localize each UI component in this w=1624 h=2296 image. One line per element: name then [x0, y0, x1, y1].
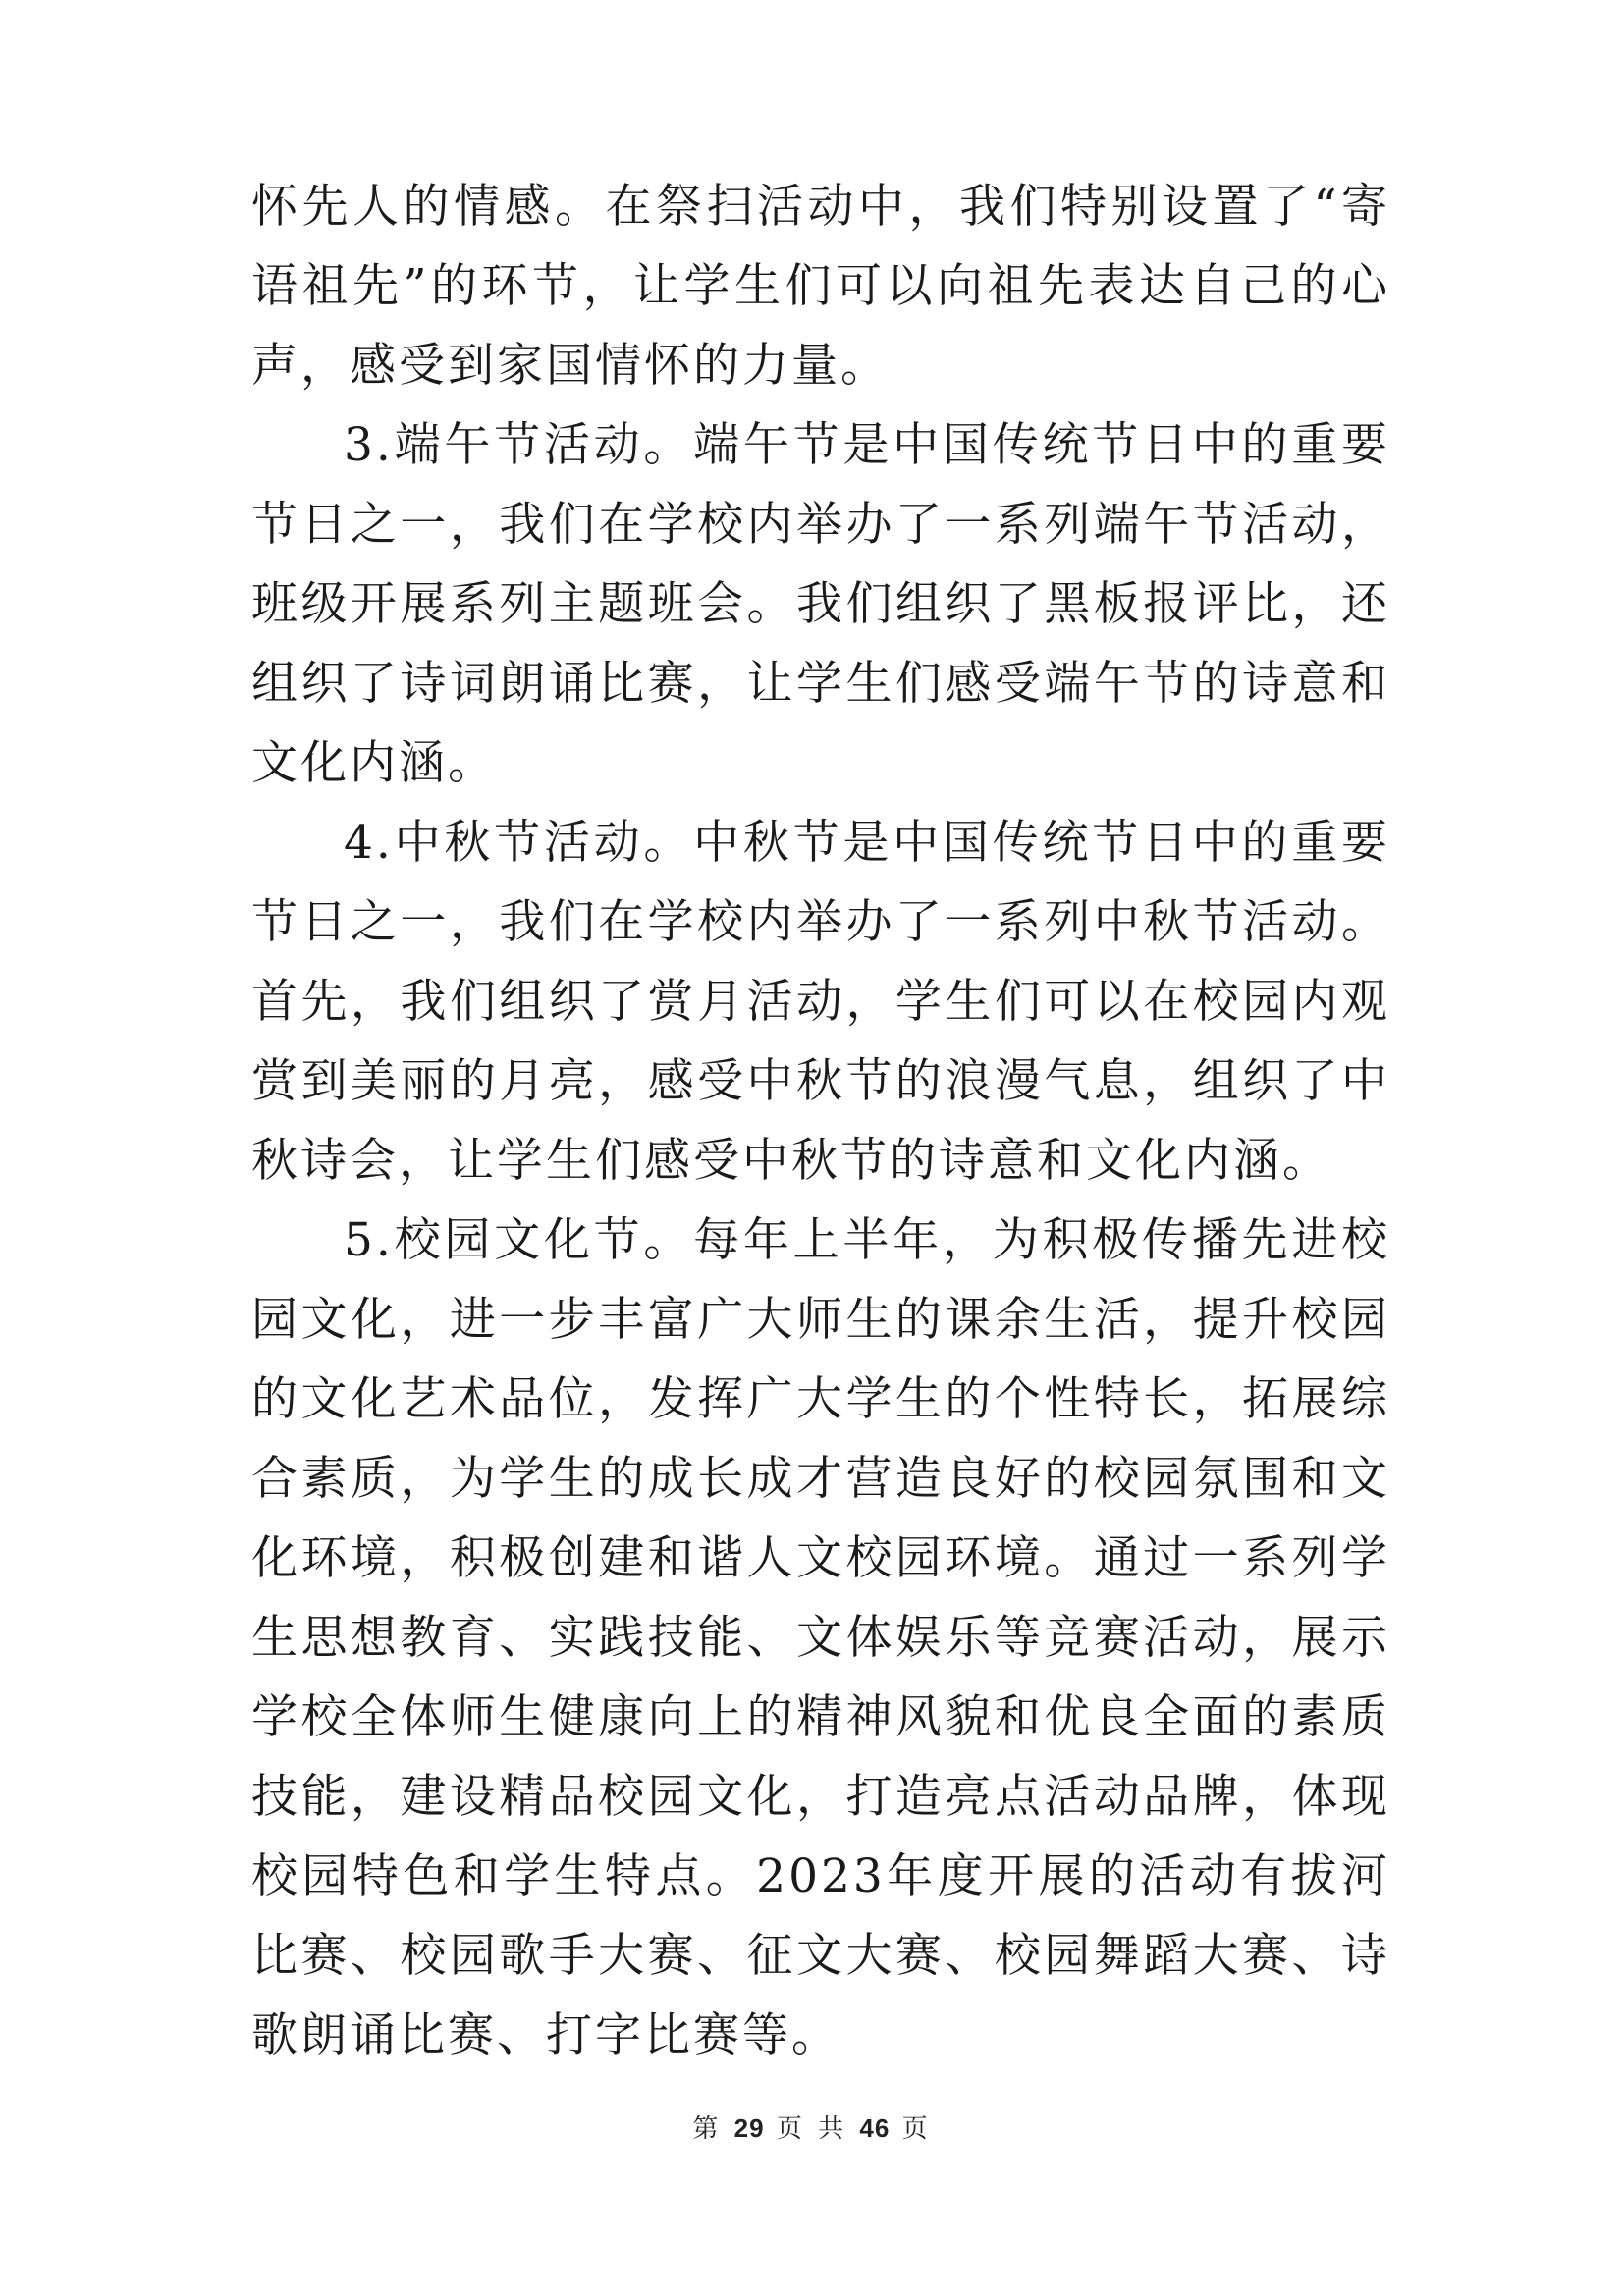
paragraph-1: 怀先人的情感。在祭扫活动中，我们特别设置了“寄语祖先”的环节，让学生们可以向祖先表达自己的心声，感受到家国情怀的力量。 [251, 180, 1390, 393]
document-body [251, 167, 1390, 2075]
footer-prefix: 第 [692, 2114, 723, 2144]
paragraph-2: 3.端午节活动。端午节是中国传统节日中的重要节日之一，我们在学校内举办了一系列端午节活动，班级开展系列主题班会。我们组织了黑板报评比，还组织了诗词朗诵比赛，让学生们感受端午节的诗意和文化内涵。 [251, 418, 1390, 790]
paragraph-3: 4.中秋节活动。中秋节是中国传统节日中的重要节日之一，我们在学校内举办了一系列中秋节活动。首先，我们组织了赏月活动，学生们可以在校园内观赏到美丽的月亮，感受中秋节的浪漫气息，组织了中秋诗会，让学生们感受中秋节的诗意和文化内涵。 [251, 816, 1390, 1188]
footer-middle: 页 共 [776, 2114, 848, 2144]
page-footer [0, 2109, 1624, 2145]
paragraph-4: 5.校园文化节。每年上半年，为积极传播先进校园文化，进一步丰富广大师生的课余生活，提升校园的文化艺术品位，发挥广大学生的个性特长，拓展综合素质，为学生的成长成才营造良好的校园氛围和文化环境，积极创建和谐人文校园环境。通过一系列学生思想教育、实践技能、文体娱乐等竞赛活动，展示学校全体师生健康向上的精神风貌和优良全面的素质技能，建设精品校园文化，打造亮点活动品牌，体现校园特色和学生特点。2023年度开展的活动有拔河比赛、校园歌手大赛、征文大赛、校园舞蹈大赛、诗歌朗诵比赛、打字比赛等。 [251, 1213, 1390, 2062]
current-page-number: 29 [733, 2113, 765, 2143]
footer-suffix: 页 [901, 2114, 932, 2144]
total-pages-number: 46 [859, 2113, 891, 2143]
